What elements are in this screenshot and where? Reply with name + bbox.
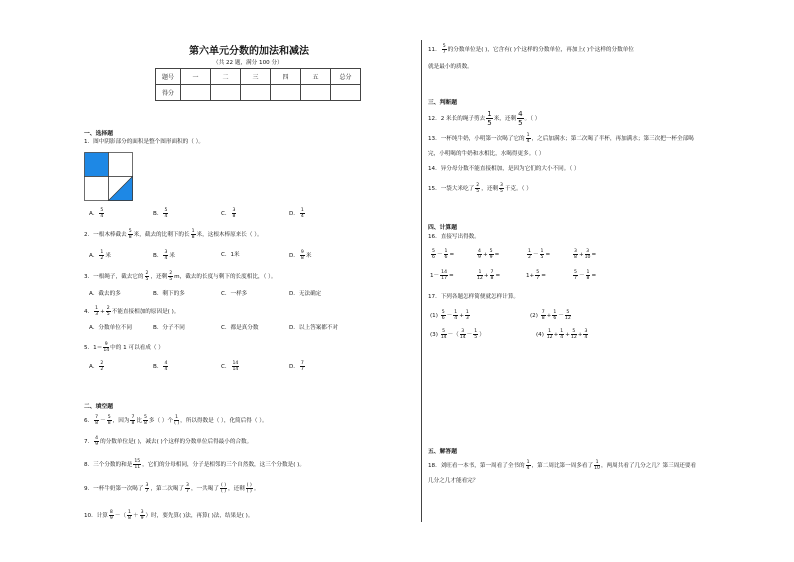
q3-option-b[interactable]: B．剩下的多 — [153, 291, 185, 297]
score-input-cell[interactable] — [181, 85, 211, 101]
q4-option-d[interactable]: D．以上答案都不对 — [289, 325, 339, 331]
simplify-item-3: (3) $\frac{5}{14}$ －（ $\frac{3}{14}$ － $\frac{1}{5}$ ） — [430, 329, 485, 340]
q5-option-a[interactable]: A． $\frac{2}{2}$ — [89, 361, 104, 372]
table-row — [156, 85, 361, 101]
calc-item: $\frac{1}{2}$ － $\frac{1}{5}$ = — [528, 249, 551, 260]
question-11-line2: 就是最小的质数。 — [428, 64, 473, 70]
simplify-item-2: (2) $\frac{7}{8}$ + $\frac{1}{6}$ － $\frac{5}{12}$ — [530, 310, 571, 321]
calc-item: $\frac{5}{7}$ － $\frac{1}{8}$ = — [574, 270, 597, 281]
table-cell: 总分 — [331, 69, 361, 85]
section-heading-fill: 二、填空题 — [84, 404, 113, 410]
table-cell: 一 — [181, 69, 211, 85]
score-input-cell[interactable] — [301, 85, 331, 101]
q3-option-a[interactable]: A．截去的多 — [89, 291, 121, 297]
q1-option-b[interactable]: B． $\frac{5}{4}$ — [153, 208, 168, 219]
question-5: 5．1＝ $\frac{9}{14}$ 中的 1 可以看成（ ） — [84, 342, 164, 353]
question-11: 11． $\frac{5}{7}$ 的分数单位是( )，它含有( )个这样的分数单位，再加上( )个这样的分数单位 — [428, 44, 634, 55]
section-heading-judge: 三、判断题 — [428, 100, 457, 106]
table-cell: 题号 — [156, 69, 181, 85]
question-13: 13．一杯纯牛奶，小明第一次喝了它的 $\frac{1}{4}$ ，之后加满水；第二次喝了半杯，再加满水；第三次把一杯全部喝 — [428, 133, 694, 144]
q2-option-d[interactable]: D． $\frac{9}{8}$ 米 — [289, 250, 312, 261]
shaded-square — [85, 153, 109, 177]
q5-option-c[interactable]: C． $\frac{14}{14}$ — [221, 361, 239, 372]
table-cell: 二 — [211, 69, 241, 85]
q2-option-a[interactable]: A． $\frac{1}{2}$ 米 — [89, 250, 111, 261]
question-13-line2: 完，小明喝的牛奶和水相比，水喝得更多。（ ） — [428, 151, 545, 157]
calc-item: $\frac{1}{12}$ + $\frac{7}{8}$ = — [477, 270, 501, 281]
simplify-item-1: (1) $\frac{5}{6}$ － $\frac{1}{4}$ + $\frac{1}{3}$ — [430, 310, 469, 321]
question-9: 9．一杯牛奶第一次喝了 $\frac{3}{7}$ ，第二次喝了 $\frac{3}{7}$ ，一共喝了 $\frac{( )}{( )}$ ，还剩 $\frac{( )}{( )}$ 。 — [84, 483, 260, 494]
score-input-cell[interactable] — [211, 85, 241, 101]
question-16: 16．直接写出得数。 — [428, 234, 480, 240]
q1-option-d[interactable]: D． $\frac{1}{4}$ — [289, 208, 304, 219]
score-table — [155, 68, 361, 101]
q5-option-b[interactable]: B． $\frac{4}{4}$ — [153, 361, 168, 372]
question-1: 1．图中阴影部分的面积是整个图形面积的（ ）。 — [84, 139, 205, 145]
table-cell: 三 — [241, 69, 271, 85]
question-10: 10．计算 $\frac{8}{9}$ －（ $\frac{1}{8}$ ＋ $\frac{3}{9}$ ）时，要先算( )法，再算( )法，结果是( )。 — [84, 510, 254, 521]
q2-option-b[interactable]: B． $\frac{3}{4}$ 米 — [153, 250, 175, 261]
q1-option-a[interactable]: A． $\frac{5}{4}$ — [89, 208, 104, 219]
q3-option-c[interactable]: C．一样多 — [221, 291, 248, 297]
calc-item: 1+ $\frac{5}{7}$ = — [526, 270, 546, 281]
white-square — [109, 153, 133, 177]
white-square — [85, 177, 109, 201]
calc-item: $\frac{5}{6}$ － $\frac{1}{6}$ = — [432, 249, 455, 260]
section-heading-calc: 四、计算题 — [428, 225, 457, 231]
calc-item: $\frac{3}{8}$ + $\frac{3}{10}$ = — [574, 249, 597, 260]
score-input-cell[interactable] — [271, 85, 301, 101]
question-3: 3．一根绳子，截去它的 $\frac{2}{5}$ ，还剩 $\frac{2}{5}$ m，截去的长度与剩下的长度相比，（ ）。 — [84, 271, 277, 282]
score-input-cell[interactable] — [241, 85, 271, 101]
question-2: 2．一根木棒截去 $\frac{5}{8}$ 米，截去的比剩下的长 $\frac{1}{8}$ 米，这根木棒原来长（ ）。 — [84, 229, 263, 240]
question-17: 17．下列各题怎样简便就怎样计算。 — [428, 294, 520, 300]
q3-option-d[interactable]: D．无法确定 — [289, 291, 322, 297]
q2-option-c[interactable]: C．1米 — [221, 252, 240, 258]
simplify-item-4: (4) $\frac{1}{12}$ + $\frac{1}{4}$ + $\frac{5}{12}$ + $\frac{3}{4}$ — [536, 329, 588, 340]
question-12: 12．2 米长的绳子剪去 $\frac{1}{5}$ 米，还剩 $\frac{4}{5}$ 。（ ） — [428, 110, 541, 127]
table-cell: 四 — [271, 69, 301, 85]
question-7: 7． $\frac{4}{9}$ 的分数单位是( )，减去( )个这样的分数单位后得最小的合数。 — [84, 436, 253, 447]
page-subtitle: （共 22 题，满分 100 分） — [213, 60, 283, 66]
table-cell: 五 — [301, 69, 331, 85]
question-8: 8．三个分数的和是 $\frac{15}{11}$ ，它们的分母相同，分子是相邻的三个自然数，这三个分数是( )。 — [84, 459, 305, 470]
question-14: 14．异分母分数不能直接相加，是因为它们的大小不同。（ ） — [428, 166, 580, 172]
q4-option-b[interactable]: B．分子不同 — [153, 325, 185, 331]
question-4: 4． $\frac{1}{3}$ + $\frac{2}{5}$ 不能直接相加的原因是( )。 — [84, 306, 180, 317]
question-18-line2: 几分之几才能看完？ — [428, 478, 479, 484]
q1-option-c[interactable]: C． $\frac{3}{8}$ — [221, 208, 236, 219]
calc-item: 1－ $\frac{14}{17}$ = — [430, 270, 454, 281]
q1-shaded-figure — [84, 152, 134, 202]
question-15: 15．一袋大米吃了 $\frac{2}{5}$ ，还剩 $\frac{3}{5}$ 千克。（ ） — [428, 183, 532, 194]
column-divider — [421, 40, 422, 522]
q4-option-a[interactable]: A．分数单位不同 — [89, 325, 132, 331]
table-cell: 得分 — [156, 85, 181, 101]
q5-option-d[interactable]: D． $\frac{7}{7}$ — [289, 361, 304, 372]
score-input-cell[interactable] — [331, 85, 361, 101]
calc-item: $\frac{4}{9}$ + $\frac{5}{9}$ = — [478, 249, 500, 260]
q4-option-c[interactable]: C．都是真分数 — [221, 325, 259, 331]
question-18: 18．刘旺看一本书，第一周看了全书的 $\frac{1}{4}$ ，第二周比第一周多看了 $\frac{1}{10}$ ，两周共看了几分之几？第三周还要看 — [428, 460, 697, 471]
section-heading-choice: 一、选择题 — [84, 131, 113, 137]
question-6: 6． $\frac{7}{8}$ － $\frac{5}{8}$ ，因为 $\frac{7}{8}$ 比 $\frac{5}{8}$ 多（ ）个 $\frac{1}{( )}$ ，所以得数是（ ），化简后得（ ）。 — [84, 415, 268, 426]
page-title: 第六单元分数的加法和减法 — [189, 46, 309, 57]
section-heading-answer: 五、解答题 — [428, 449, 457, 455]
table-row — [156, 69, 361, 85]
